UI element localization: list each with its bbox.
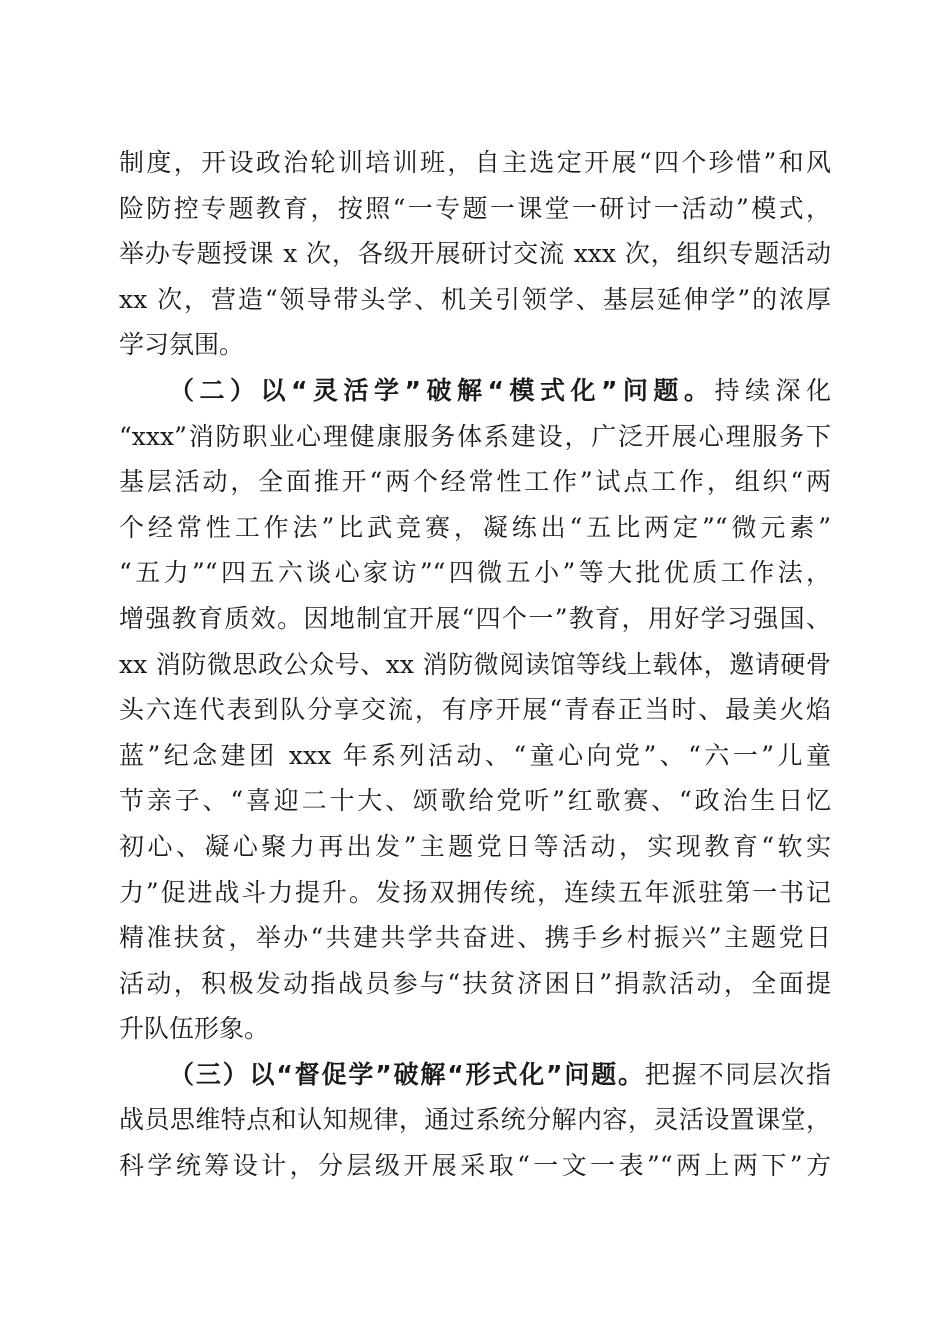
text-line: 增强教育质效。因地制宜开展“四个一”教育，用好学习强国、	[119, 603, 831, 633]
text-line: xx 次，营造“领导带头学、机关引领学、基层延伸学”的浓厚	[119, 284, 831, 314]
document-body	[119, 140, 831, 1189]
text-line: 险防控专题教育，按照“一专题一课堂一研讨一活动”模式，	[119, 193, 831, 223]
text-line: 力”促进战斗力提升。发扬双拥传统，连续五年派驻第一书记	[119, 877, 831, 907]
text-line: 活动，积极发动指战员参与“扶贫济困日”捐款活动，全面提	[119, 968, 831, 998]
text-line: 学习氛围。	[119, 330, 245, 360]
text-line: “xxx”消防职业心理健康服务体系建设，广泛开展心理服务下	[119, 421, 831, 451]
text-line: 精准扶贫，举办“共建共学共奋进、携手乡村振兴”主题党日	[119, 923, 831, 953]
paragraph-first-line	[119, 368, 831, 414]
text-line: 制度，开设政治轮训培训班，自主选定开展“四个珍惜”和风	[119, 148, 831, 177]
text-line: 节亲子、“喜迎二十大、颂歌给党听”红歌赛、“政治生日忆	[119, 786, 831, 816]
section-heading: （二）以“灵活学”破解“模式化”问题。	[169, 375, 715, 405]
paragraph-1	[119, 140, 831, 368]
text-line: 举办专题授课 x 次，各级开展研讨交流 xxx 次，组织专题活动	[119, 239, 831, 269]
heading-continuation: 持续深化	[714, 375, 831, 405]
paragraph-first-line	[119, 1052, 831, 1098]
text-line: 个经常性工作法”比武竞赛，凝练出“五比两定”“微元素”	[119, 512, 831, 542]
text-line: 初心、凝心聚力再出发”主题党日等活动，实现教育“软实	[119, 831, 831, 861]
text-line: 战员思维特点和认知规律，通过系统分解内容，灵活设置课堂，	[119, 1105, 831, 1135]
heading-continuation: 把握不同层次指	[644, 1059, 831, 1089]
paragraph-2	[119, 368, 831, 1052]
text-line: 升队伍形象。	[119, 1014, 270, 1044]
text-line: 蓝”纪念建团 xxx 年系列活动、“童心向党”、“六一”儿童	[119, 740, 831, 770]
paragraph-3	[119, 1052, 831, 1189]
text-line: 头六连代表到队分享交流，有序开展“青春正当时、最美火焰	[119, 695, 831, 725]
section-heading: （三）以“督促学”破解“形式化”问题。	[169, 1059, 645, 1089]
text-line: 科学统筹设计，分层级开展采取“一文一表”“两上两下”方	[119, 1151, 831, 1181]
text-line: “五力”“四五六谈心家访”“四微五小”等大批优质工作法，	[119, 558, 831, 588]
text-line: xx 消防微思政公众号、xx 消防微阅读馆等线上载体，邀请硬骨	[119, 649, 831, 679]
text-line: 基层活动，全面推开“两个经常性工作”试点工作，组织“两	[119, 467, 831, 497]
